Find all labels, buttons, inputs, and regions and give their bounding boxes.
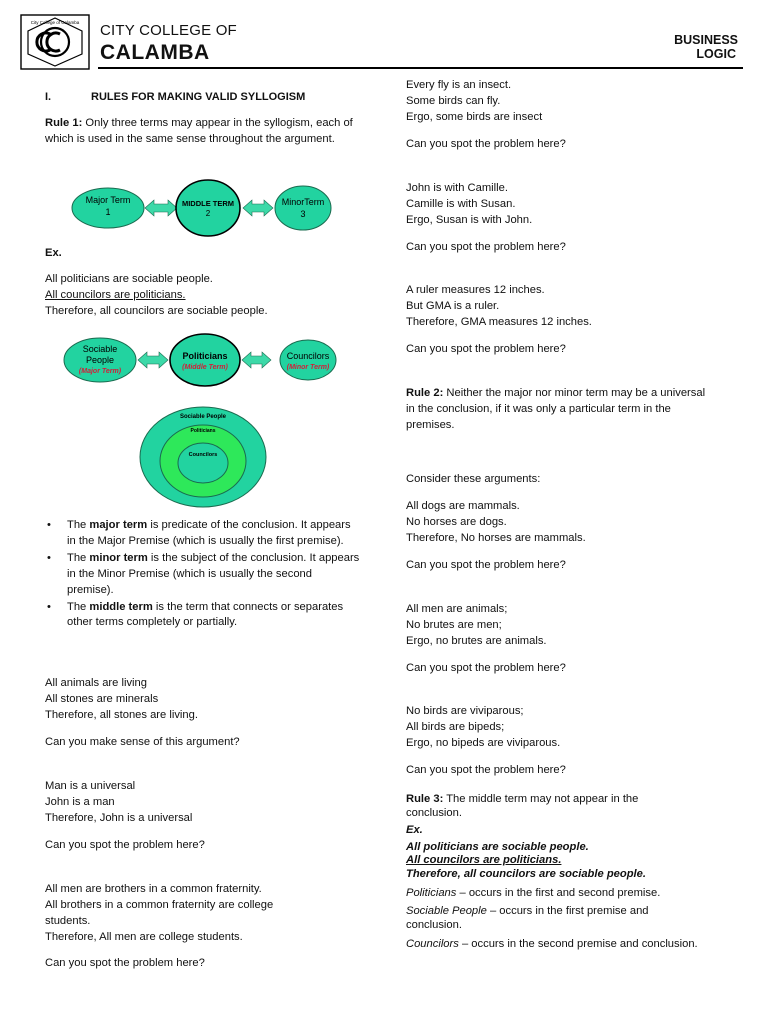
argument-line: Ergo, no bipeds are viviparous. [406, 736, 561, 749]
example-1-premise-1: All politicians are sociable people. [45, 272, 213, 285]
argument-line: John is with Camille. [406, 182, 508, 194]
sociable-label-1: Sociable [82, 344, 118, 354]
argument-question: Can you spot the problem here? [45, 956, 205, 969]
rule-1-label: Rule 1: [45, 117, 83, 129]
politicians-label: Politicians [182, 351, 228, 361]
left-argument-2 [45, 779, 365, 854]
rule-1 [45, 116, 365, 148]
left-argument-1 [45, 676, 365, 751]
argument-line: Therefore, All men are college students. [45, 930, 243, 943]
subject-title [674, 34, 738, 62]
arrow-left [145, 200, 177, 216]
arrow-right [243, 200, 273, 216]
rule-3-note-councilors: Councilors – occurs in the second premise and conclusion. [406, 937, 698, 950]
terms-diagram [60, 178, 340, 238]
argument-question: Can you spot the problem here? [45, 838, 205, 851]
argument-line: But GMA is a ruler. [406, 299, 500, 312]
argument-question: Can you spot the problem here? [406, 137, 566, 150]
right-argument-3 [406, 283, 716, 358]
venn-inner-label: Councilors [188, 452, 218, 458]
argument-question: Can you spot the problem here? [406, 240, 566, 253]
rule-3-note-sociable: Sociable People – occurs in the first premise and conclusion. [406, 905, 649, 931]
rule-3 [406, 792, 696, 820]
consider-arguments: Consider these arguments: [406, 473, 541, 485]
argument-line: All stones are minerals [45, 692, 159, 705]
term-definitions [45, 518, 360, 632]
example-1 [45, 246, 365, 320]
section-title: RULES FOR MAKING VALID SYLLOGISM [91, 91, 306, 103]
minor-term-label: MinorTerm [281, 197, 325, 207]
subject-line-2: LOGIC [696, 46, 736, 61]
argument-line: Man is a universal [45, 780, 136, 792]
minor-term-tag: (Minor Term) [286, 364, 330, 371]
major-term-tag: (Major Term) [78, 368, 122, 375]
argument-line: All animals are living [45, 677, 147, 689]
minor-term-num: 3 [300, 209, 306, 219]
college-logo [20, 14, 90, 70]
example-1-premise-2: All councilors are politicians. [45, 288, 186, 301]
argument-line: Every fly is an insect. [406, 79, 512, 91]
section-number: I. [45, 91, 52, 103]
argument-line: All men are brothers in a common fraternity. [45, 883, 262, 895]
subject-line-1: BUSINESS [674, 33, 738, 47]
rule-2-argument-3 [406, 704, 716, 779]
rule-3-example-label: Ex. [406, 824, 423, 836]
argument-line: All men are animals; [406, 603, 508, 615]
rule-2-label: Rule 2: [406, 387, 444, 399]
arrow-left-2 [138, 352, 168, 368]
argument-line: Therefore, GMA measures 12 inches. [406, 315, 592, 328]
rule-3-example [406, 824, 716, 951]
argument-line: All birds are bipeds; [406, 720, 505, 733]
bullet-middle-term: • The middle term is the term that connects or separates other terms completely or partially. [45, 600, 360, 632]
argument-line: All dogs are mammals. [406, 500, 520, 512]
argument-line: All brothers in a common fraternity are college students. [45, 898, 274, 927]
minor-term-node [275, 186, 331, 230]
politicians-diagram [62, 332, 342, 388]
argument-line: John is a man [45, 795, 115, 808]
argument-line: Ergo, some birds are insect [406, 110, 543, 123]
argument-line: Therefore, all stones are living. [45, 708, 198, 721]
middle-term-label: MIDDLE TERM [181, 199, 235, 208]
argument-line: No brutes are men; [406, 618, 502, 631]
venn-middle-label: Politicians [190, 428, 216, 434]
rule-2-argument-2 [406, 602, 716, 677]
argument-line: No horses are dogs. [406, 515, 507, 528]
arrow-right-2 [242, 352, 271, 368]
venn-inner [178, 443, 228, 483]
major-term-num: 1 [105, 207, 111, 217]
bullet-major-term: • The major term is predicate of the conclusion. It appears in the Major Premise (which is usually the first premise). [45, 518, 360, 550]
rule-3-premise-2: All councilors are politicians. [406, 854, 562, 867]
section-heading [45, 90, 365, 106]
header-divider [98, 67, 743, 69]
right-argument-2 [406, 181, 716, 256]
middle-term-num: 2 [205, 209, 211, 218]
argument-line: Ergo, no brutes are animals. [406, 634, 547, 647]
argument-line: No birds are viviparous; [406, 705, 524, 717]
rule-2-text: Neither the major nor minor term may be a universal in the conclusion, if it was only a particular term in the premises. [406, 387, 706, 431]
argument-line: Camille is with Susan. [406, 197, 516, 210]
rule-3-note-politicians: Politicians – occurs in the first and second premise. [406, 886, 661, 899]
middle-term-node [176, 180, 240, 236]
bullet-minor-term: • The minor term is the subject of the conclusion. It appears in the Minor Premise (which is usually the second premise). [45, 551, 360, 599]
rule-3-conclusion: Therefore, all councilors are sociable people. [406, 867, 646, 880]
college-name-main: CALAMBA [100, 41, 210, 64]
rule-2-argument-1 [406, 499, 716, 574]
major-term-label: Major Term [85, 195, 131, 205]
argument-question: Can you spot the problem here? [406, 763, 566, 776]
argument-line: A ruler measures 12 inches. [406, 284, 545, 296]
councilors-label: Councilors [286, 351, 330, 361]
sociable-label-2: People [85, 355, 115, 365]
venn-outer-label: Sociable People [179, 414, 227, 420]
argument-line: Ergo, Susan is with John. [406, 213, 533, 226]
argument-line: Some birds can fly. [406, 94, 501, 107]
right-argument-1 [406, 78, 716, 153]
argument-line: Therefore, No horses are mammals. [406, 531, 586, 544]
argument-question: Can you spot the problem here? [406, 661, 566, 674]
argument-question: Can you make sense of this argument? [45, 735, 240, 748]
example-1-conclusion: Therefore, all councilors are sociable people. [45, 304, 268, 317]
venn-diagram [138, 405, 268, 509]
svg-text:City College of Calamba: City College of Calamba [30, 20, 80, 25]
rule-3-text: The middle term may not appear in the conclusion. [406, 793, 639, 819]
example-1-label: Ex. [45, 247, 62, 259]
rule-1-text: Only three terms may appear in the syllogism, each of which is used in the same sense throughout the argument. [45, 117, 353, 145]
argument-question: Can you spot the problem here? [406, 342, 566, 355]
argument-question: Can you spot the problem here? [406, 558, 566, 571]
rule-3-label: Rule 3: [406, 793, 444, 805]
argument-line: Therefore, John is a universal [45, 811, 193, 824]
college-name-top: CITY COLLEGE OF [100, 22, 237, 39]
left-argument-3 [45, 882, 320, 972]
rule-3-premise-1: All politicians are sociable people. [406, 840, 589, 853]
rule-2 [406, 386, 706, 434]
middle-term-tag: (Middle Term) [182, 364, 228, 371]
